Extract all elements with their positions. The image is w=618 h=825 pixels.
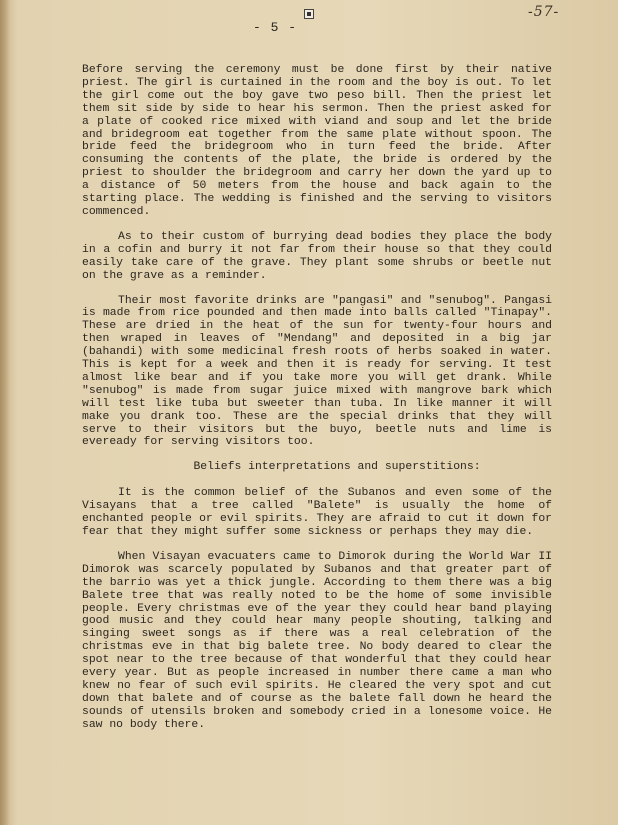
- paragraph-burial: As to their custom of burrying dead bodies they place the body in a cofin and burry it not far from their house so that they could easily take care of the grave. They plant some shrubs or beetle nut on the grave as a reminder.: [82, 230, 552, 282]
- archive-number: -57-: [528, 4, 560, 20]
- section-heading: Beliefs interpretations and superstitions:: [193, 461, 481, 474]
- archive-stamp-icon: [304, 9, 314, 19]
- paragraph-wedding: Before serving the ceremony must be done first by their native priest. The girl is curtained in the room and the boy is out. To let the girl come out the boy gave two peso bill. Then the priest let them sit side by side to hear his sermon. Then the priest asked for a plate of cooked rice mixed with viand and soup and let the bride and bridegroom eat together from the same plate without spoon. The bride feed the bridegroom who in turn feed the bride. After consuming the contents of the plate, the bride is ordered by the priest to shoulder the bridegroom and carry her down the yard up to a distance of 50 meters from the house and back again to the starting place. The wedding is finished and the serving to visitors commenced.: [82, 64, 552, 218]
- document-body: [82, 64, 552, 744]
- paragraph-balete-story: When Visayan evacuaters came to Dimorok during the World War II Dimorok was scarcely populated by Subanos and that greater part of the barrio was yet a thick jungle. According to them there was a big Balete tree that was really noted to be the home of some invisible people. Every christmas eve of the year they could hear band playing good music and they could hear many people shouting, talking and singing sweet songs as if there was a real celebration of the christmas eve in that big balete tree. No body deared to clear the spot near to the tree because of that wonderful that they could hear every year. But as people increased in number there came a man who knew no fear of such evil spirits. He cleared the very spot and cut down that balete and of course as the balete fall down he heard the sounds of utensils broken and somebody cried in a lonesome voice. He saw no body there.: [82, 550, 552, 731]
- page-number: - 5 -: [253, 20, 298, 35]
- page-edge-shadow: [0, 0, 10, 825]
- paragraph-balete-belief: It is the common belief of the Subanos and even some of the Visayans that a tree called "Balete" is usually the home of enchanted people or evil spirits. They are afraid to cut it down for fear that they might suffer some sickness or perhaps they may die.: [82, 487, 552, 538]
- paragraph-drinks: Their most favorite drinks are "pangasi" and "senubog". Pangasi is made from rice pounded and then made into balls called "Tinapay". These are dried in the heat of the sun for twenty-four hours and then wraped in leaves of "Mendang" and deposited in a big jar (bahandi) with some medicinal fresh roots of herbs soaked in water. This is kept for a week and then it is ready for serving. It test almost like bear and if you take more you will get drank. While "senubog" is made from sugar juice mixed with mangrove bark which will test like tuba but sweeter than tuba. In like manner it will make you drank too. These are the special drinks that they will serve to their visitors but the buyo, beetle nuts and lime is eveready for serving visitors too.: [82, 294, 552, 449]
